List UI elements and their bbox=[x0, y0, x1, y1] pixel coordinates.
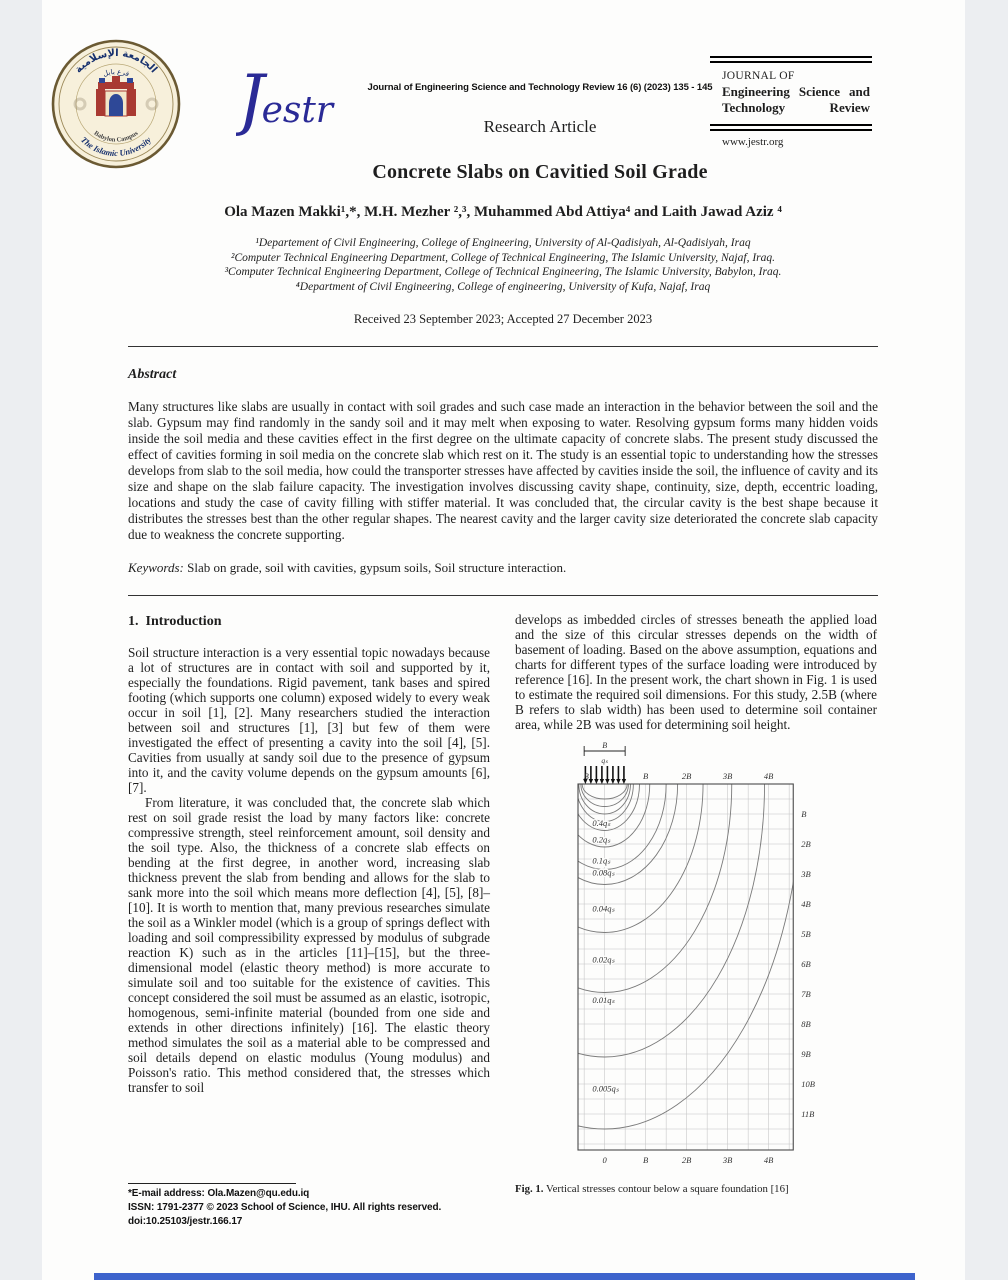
bottom-axis-label: B bbox=[643, 1154, 649, 1165]
contour-value-label: 0.04qₛ bbox=[592, 903, 615, 914]
authors-line: Ola Mazen Makki¹,*, M.H. Mezher ²,³, Muhammed Abd Attiya⁴ and Laith Jawad Aziz ⁴ bbox=[224, 204, 782, 220]
depth-axis-label: 8B bbox=[801, 1018, 811, 1029]
top-axis-label: B bbox=[583, 770, 589, 781]
bottom-axis-label: 0 bbox=[602, 1154, 607, 1165]
depth-axis-label: 2B bbox=[801, 838, 811, 849]
issn-line: ISSN: 1791-2377 © 2023 School of Science, IHU. All rights reserved. bbox=[128, 1202, 442, 1214]
contour-value-label: 0.4qₛ bbox=[592, 817, 611, 828]
affiliation-3: ³Computer Technical Engineering Department, College of Technical Engineering, The Islamic University, Babylon, Iraq. bbox=[224, 266, 782, 279]
contour-value-label: 0.02qₛ bbox=[592, 954, 615, 965]
intro-paragraph-2: From literature, it was concluded that, the concrete slab which rest on soil grade resist the load by many factors like: concrete compressive strength, steel reinforcement amount, soil density and the soil type. Also, the thickness of a concrete slab effects on bending at the first degree, in another word, increasing slab thickness prevent the slab from bending and allows for the slab to sank more into the soil which means more deflection [4], [5], [8]–[10]. It is worth to mention that, many previous researches simulate the soil as a Winkler model (which is a group of springs deflect with loading and soil compressibility expressed by modulus of subgrade reaction K) such as in the articles [11]–[15], but the three-dimensional model (elastic theory method) is more accurate to simulate soil and too suitable for the existence of cavities. This concept considered the soil must be assumed as an elastic, isotropic, homogenous, semi-infinite material (bounded from one side and extends in other directions infinitely) [16]. The elastic theory method simulates the soil as a material able to be compressed and soil details depend on elastic modulus (Young modulus) and Poisson's ratio. This method considered that, the stresses which transfer to soil bbox=[128, 794, 490, 1095]
journal-url-link[interactable]: www.jestr.org bbox=[722, 135, 784, 148]
figure-1-caption-text: Vertical stresses contour below a square foundation [16] bbox=[543, 1182, 789, 1195]
bottom-blue-bar bbox=[94, 1273, 915, 1280]
top-axis-label: B bbox=[643, 770, 649, 781]
contour-value-label: 0.01qₛ bbox=[592, 994, 615, 1005]
article-type: Research Article bbox=[483, 117, 597, 136]
keywords-line bbox=[128, 560, 878, 576]
email-address-link[interactable]: *E-mail address: Ola.Mazen@qu.edu.iq bbox=[128, 1188, 310, 1199]
keywords-label: Keywords: bbox=[128, 559, 184, 575]
article-page bbox=[42, 0, 965, 1280]
journal-box-line1: JOURNAL OF bbox=[722, 69, 795, 82]
load-intensity-label: qₛ bbox=[601, 755, 608, 765]
footnote-block bbox=[128, 1183, 441, 1230]
bottom-axis-label: 3B bbox=[722, 1154, 733, 1165]
contour-value-label: 0.005qₛ bbox=[592, 1083, 619, 1094]
divider-rule bbox=[128, 595, 878, 596]
bottom-axis-label: 4B bbox=[763, 1154, 774, 1165]
pressure-bulb-chart bbox=[548, 738, 844, 1178]
university-seal-logo bbox=[50, 38, 182, 175]
bottom-axis-label: 2B bbox=[681, 1154, 692, 1165]
contour-value-label: 0.1qₛ bbox=[592, 855, 611, 866]
seal-arabic-name: الجامعة الإسلامية bbox=[73, 47, 159, 76]
abstract-text: Many structures like slabs are usually in contact with soil grades and such case made an interaction in the behavior between the soil and the slab. Gypsum may find randomly in the sandy soil and it may melt when exposing to water. Resolving gypsum forms many hidden voids inside the soil media and these cavities effect in the first degree on the ultimate capacity of concrete slabs. The present study discussed the effect of cavities forming in soil media on the concrete slab which rest on it. The study is an essential topic to understanding how the stresses develops from slab to the soil media, how could the transporter stresses have affected by cavities inside the soil, the influence of cavity and its size and shape on the slab failure capacity. The investigation involves discussing cavity shape, continuity, size, depth, eccentric loading, locations and study the case of cavity filling with stiffer material. It was concluded that, the circular cavity is the best shape because it distributes the stresses best than the other regular shapes. The nearest cavity and the larger cavity size deteriorated the concrete slab capacity due to weakness the concrete supporting. bbox=[128, 398, 878, 542]
depth-axis-label: B bbox=[801, 808, 807, 819]
figure-1-caption bbox=[515, 1183, 877, 1196]
affiliations bbox=[128, 236, 878, 295]
load-arrows bbox=[583, 766, 626, 784]
seal-graphic bbox=[50, 38, 182, 170]
svg-text:J estr bbox=[236, 61, 335, 138]
seal-arabic-branch: فرع بابل bbox=[101, 67, 131, 79]
depth-axis-label: 5B bbox=[801, 928, 811, 939]
depth-axis-label: 10B bbox=[801, 1078, 815, 1089]
figure-1-label: Fig. 1. bbox=[515, 1182, 544, 1195]
masthead bbox=[73, 0, 878, 198]
keywords-text: Slab on grade, soil with cavities, gypsum soils, Soil structure interaction. bbox=[183, 559, 567, 575]
journal-citation-line: Journal of Engineering Science and Technology Review 16 (6) (2023) 135 - 145 bbox=[367, 82, 713, 93]
depth-axis-label: 6B bbox=[801, 958, 811, 969]
contour-value-label: 0.08qₛ bbox=[592, 867, 615, 878]
top-axis-label: 4B bbox=[763, 770, 774, 781]
depth-axis-label: 11B bbox=[801, 1108, 815, 1119]
divider-rule bbox=[128, 346, 878, 347]
footnote-rule bbox=[128, 1183, 296, 1184]
body-columns bbox=[128, 612, 878, 1197]
right-column bbox=[515, 612, 877, 1197]
left-column bbox=[128, 612, 490, 1197]
intro-paragraph-3: develops as imbedded circles of stresses beneath the applied load and the size of this circular stresses depends on the width of basement of loading. Based on the above assumption, equations and charts for different types of the surface loading were introduced by reference [16]. In the present work, the chart shown in Fig. 1 is used to estimate the required soil dimensions. For this study, 2.5B (where B refers to slab width) has been used to determine soil container area, while 2B was used for determining soil height. bbox=[515, 611, 877, 732]
received-accepted-line: Received 23 September 2023; Accepted 27 December 2023 bbox=[353, 311, 653, 326]
depth-axis-label: 3B bbox=[801, 868, 811, 879]
jestr-logo-rest: estr bbox=[261, 90, 334, 131]
top-axis-label: 2B bbox=[681, 770, 692, 781]
top-axis-label: 3B bbox=[722, 770, 733, 781]
abstract-heading: Abstract bbox=[128, 366, 177, 382]
stress-contours bbox=[548, 738, 801, 1129]
pressure-contour bbox=[548, 738, 703, 933]
load-width-label: B bbox=[602, 740, 608, 750]
page-title: Concrete Slabs on Cavitied Soil Grade bbox=[372, 161, 708, 183]
pressure-contour bbox=[548, 738, 678, 885]
figure-1 bbox=[515, 738, 877, 1196]
affiliation-4: ⁴Department of Civil Engineering, College of engineering, University of Kufa, Najaf, Iraq bbox=[295, 281, 711, 294]
pressure-contour bbox=[548, 738, 801, 1129]
depth-axis-label: 9B bbox=[801, 1048, 811, 1059]
depth-axis-label: 4B bbox=[801, 898, 811, 909]
seal-campus-name: Babylon Campus bbox=[92, 129, 140, 144]
doi-line: doi:10.25103/jestr.166.17 bbox=[128, 1216, 243, 1228]
affiliation-1: ¹Departement of Civil Engineering, College of Engineering, University of Al-Qadisiyah, Al-Qadisiyah, Iraq bbox=[255, 237, 751, 249]
pressure-contour bbox=[548, 738, 732, 993]
journal-box-line2: Engineering Science and Technology Review bbox=[722, 83, 870, 115]
jestr-logo-initial: J bbox=[238, 61, 265, 138]
contour-value-label: 0.2qₛ bbox=[592, 834, 611, 845]
section-heading-introduction: 1. Introduction bbox=[128, 613, 222, 629]
depth-axis-label: 7B bbox=[801, 988, 811, 999]
masthead-center bbox=[340, 82, 740, 184]
affiliation-2: ²Computer Technical Engineering Department, College of Technical Engineering, The Islamic University, Najaf, Iraq. bbox=[231, 251, 775, 264]
intro-paragraph-1: Soil structure interaction is a very essential topic nowadays because a lot of structures are in contact with soil and supported by it, especially the foundations. Rigid pavement, tank bases and spired footing (which supports one column) exposed widely to every weak occur in soil [1], [2]. Many researchers studied the interaction between soil and structures [1], [3] but few of them were investigated the effect of presenting a cavity into the soil [4], [5]. Cavities from usually at sandy soil due to the presence of gypsum into it, and the cavity volume depends on the gypsum amounts [6], [7]. bbox=[128, 644, 490, 795]
seal-university-name: The Islamic University bbox=[78, 134, 154, 158]
journal-box bbox=[710, 56, 872, 148]
